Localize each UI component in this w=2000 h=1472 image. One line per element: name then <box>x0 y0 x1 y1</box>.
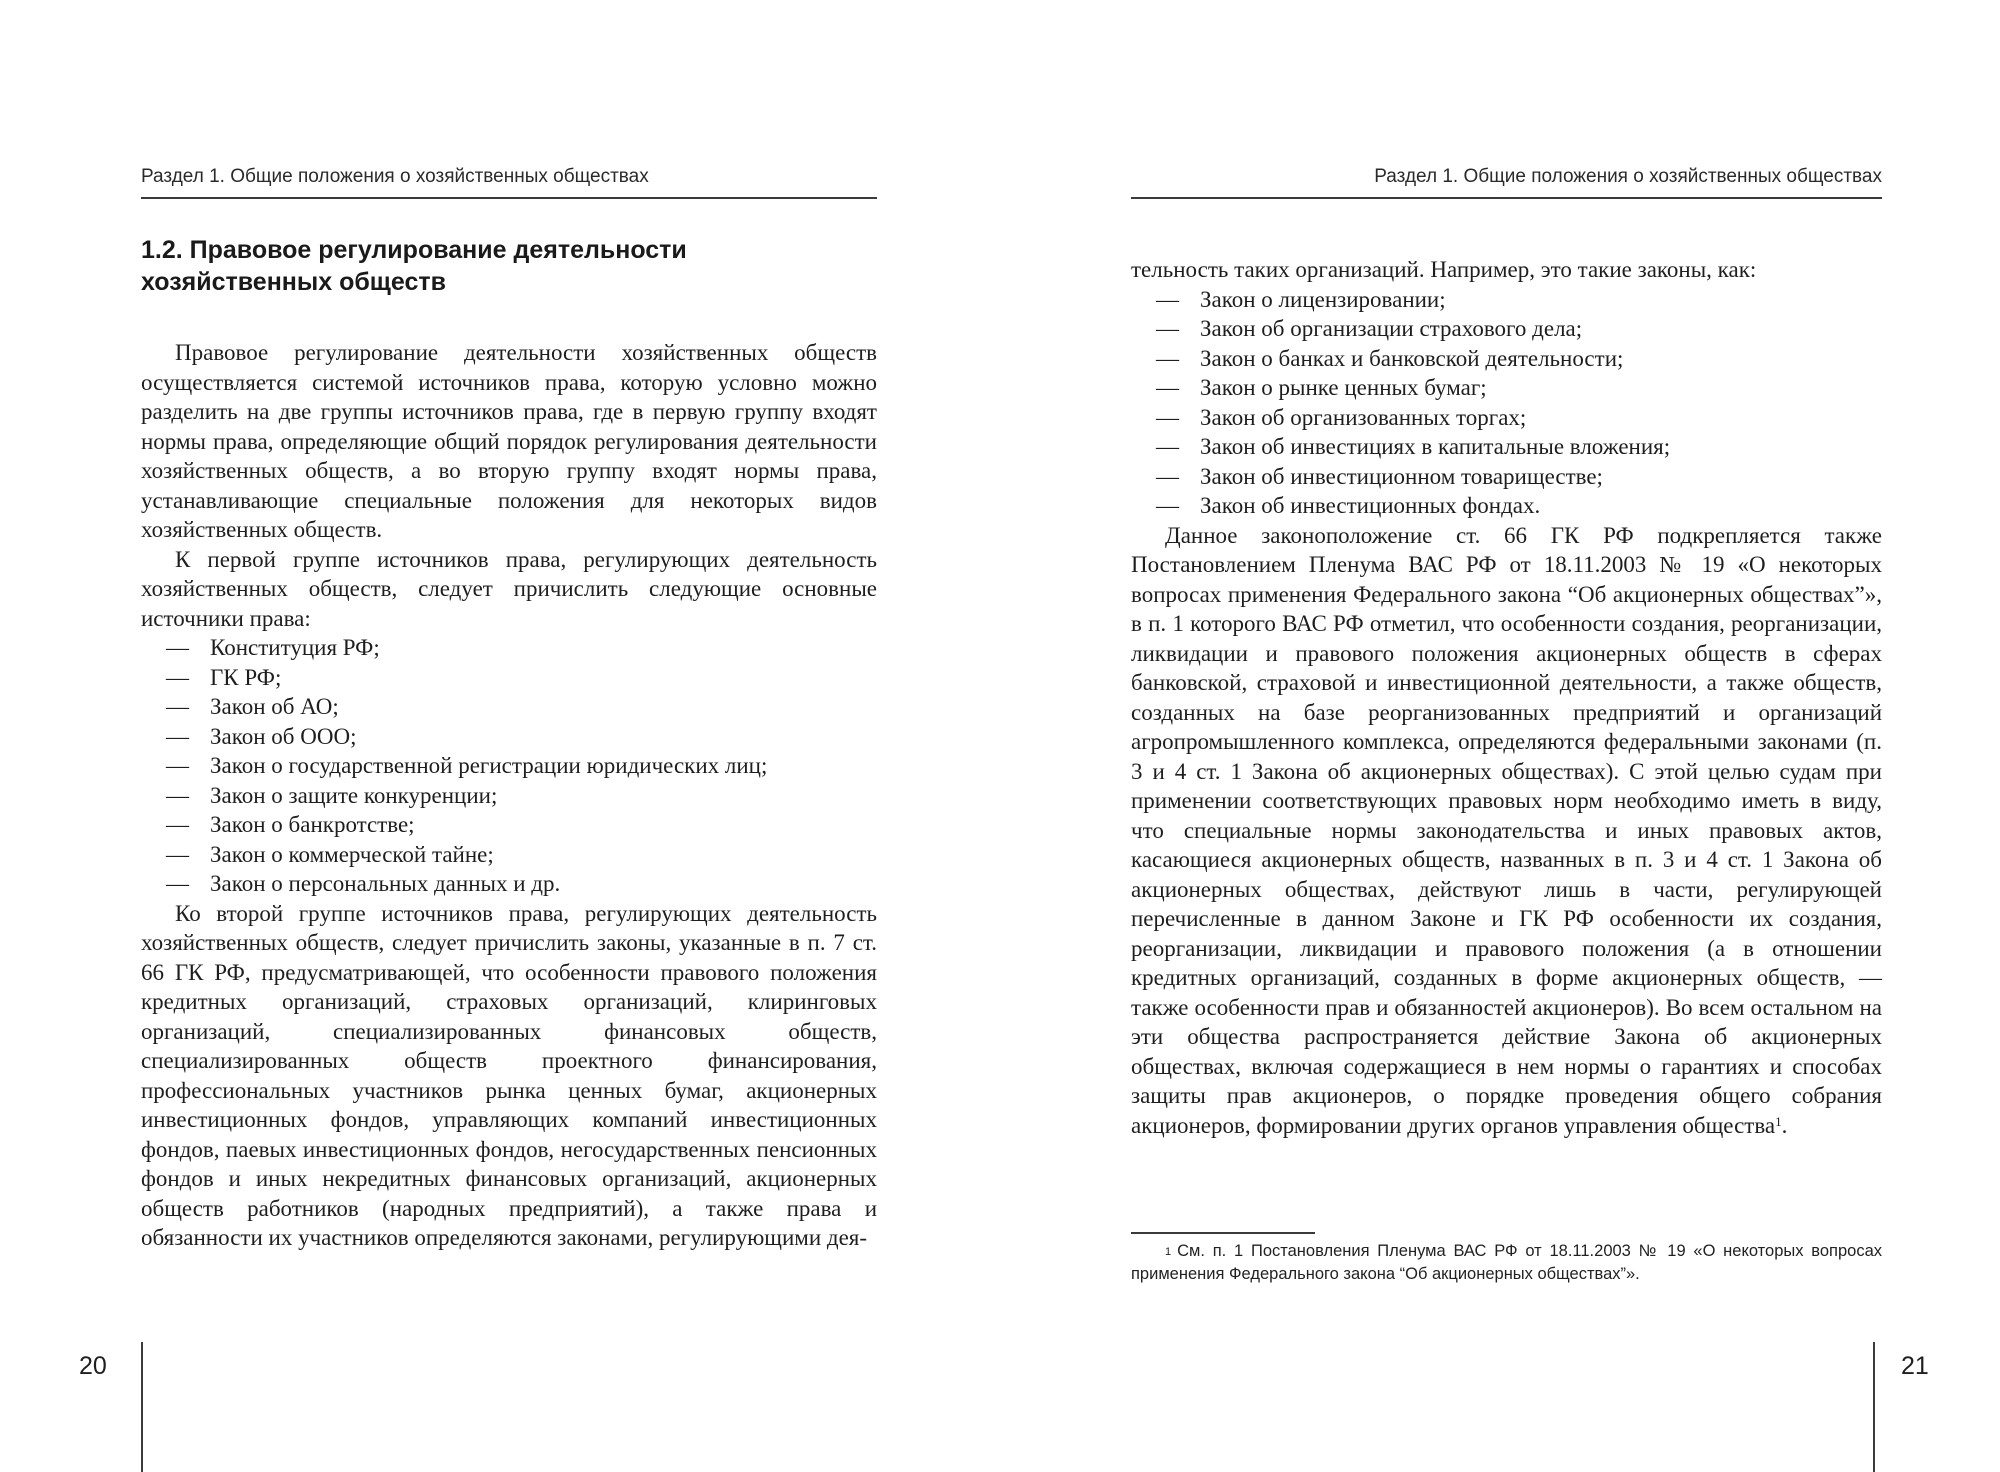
footnote-rule <box>1131 1232 1315 1234</box>
list-item: — Закон о рынке ценных бумаг; <box>1131 373 1882 403</box>
list-item: — Закон о защите конкуренции; <box>141 781 877 811</box>
paragraph: К первой группе источников права, регулирующих деятельность хозяйственных обществ, следует причислить следующие основные источники права: <box>141 546 877 631</box>
left-page <box>0 0 1000 1469</box>
section-title <box>141 234 877 298</box>
list-item: — Закон об инвестиционных фондах. <box>1131 491 1882 521</box>
paragraph-continuation: тельность таких организаций. Например, это такие законы, как: <box>1131 257 1757 282</box>
list-item: — Закон о государственной регистрации юридических лиц; <box>141 751 877 781</box>
running-head: Раздел 1. Общие положения о хозяйственных обществах <box>141 166 649 187</box>
footnote-text: См. п. 1 Постановления Пленума ВАС РФ от 18.11.2003 № 19 «О некоторых вопросах применения Федерального закона “Об акционерных обществах”». <box>1131 1242 1882 1283</box>
page-margin-rule <box>141 1342 143 1472</box>
right-page <box>1000 0 2000 1469</box>
paragraph: Данное законоположение ст. 66 ГК РФ подкрепляется также Постановлением Пленума ВАС РФ от 18.11.2003 № 19 «О некоторых вопросах применения Федерального закона “Об акционерных обществах”», в п. 1 которого ВАС РФ отметил, что особенности создания, реорганизации, ликвидации и правового положения акционерных обществ в сферах банковской, страховой и инвестиционной деятельности, а также обществ, созданных на базе реорганизованных предприятий и организаций агропромышленного комплекса, определяются федеральными законами (п. 3 и 4 ст. 1 Закона об акционерных обществах). С этой целью судам при применении соответствующих правовых норм необходимо иметь в виду, что специальные нормы законодательства и иных правовых актов, касающиеся акционерных обществ, названных в п. 3 и 4 ст. 1 Закона об акционерных обществах, действуют лишь в части, регулирующей перечисленные в данном Законе и ГК РФ особенности их создания, реорганизации, ликвидации и правового положения (а в отношении кредитных организаций, созданных в форме акционерных обществ, — также особенности прав и обязанностей акционеров). Во всем остальном на эти общества распространяется действие Закона об акционерных обществах, включая содержащиеся в нем нормы о гарантиях и способах защиты прав акционеров, о порядке проведения общего собрания акционеров, формировании других органов управления общества$^1$. <box>1131 522 1882 1138</box>
footnote-mark: 1 <box>1165 1246 1172 1258</box>
footnote <box>1131 1240 1882 1286</box>
list-item: — Конституция РФ; <box>141 633 877 663</box>
list-item: — Закон об инвестиционном товариществе; <box>1131 462 1882 492</box>
section-title-line: 1.2. Правовое регулирование деятельности <box>141 236 687 264</box>
section-title-line: хозяйственных обществ <box>141 268 446 296</box>
law-list <box>1131 285 1882 521</box>
law-list <box>141 633 877 899</box>
list-item: — Закон о банкротстве; <box>141 810 877 840</box>
list-item: — ГК РФ; <box>141 663 877 693</box>
page-margin-rule <box>1873 1342 1875 1472</box>
list-item: — Закон о коммерческой тайне; <box>141 840 877 870</box>
body-text <box>141 338 877 1253</box>
running-head: Раздел 1. Общие положения о хозяйственных обществах <box>1374 166 1882 187</box>
running-head-rule <box>1131 197 1882 199</box>
list-item: — Закон об ООО; <box>141 722 877 752</box>
list-item: — Закон об организации страхового дела; <box>1131 314 1882 344</box>
paragraph: Ко второй группе источников права, регулирующих деятельность хозяйственных обществ, следует причислить законы, указанные в п. 7 ст. 66 ГК РФ, предусматривающей, что особенности правового положения кредитных организаций, страховых организаций, клиринговых организаций, специализированных финансовых обществ, специализированных обществ проектного финансирования, профессиональных участников рынка ценных бумаг, акционерных инвестиционных фондов, управляющих компаний инвестиционных фондов, паевых инвестиционных фондов, негосударственных пенсионных фондов и иных некредитных финансовых организаций, акционерных обществ работников (народных предприятий), а также права и обязанности их участников определяются законами, регулирующими дея- <box>141 900 877 1250</box>
list-item: — Закон об АО; <box>141 692 877 722</box>
page-number: 21 <box>1901 1352 1929 1380</box>
paragraph: Правовое регулирование деятельности хозяйственных обществ осуществляется системой источников права, которую условно можно разделить на две группы источников права, где в первую группу входят нормы права, определяющие общий порядок регулирования деятельности хозяйственных обществ, а во вторую группу входят нормы права, устанавливающие специальные положения для некоторых видов хозяйственных обществ. <box>141 340 877 542</box>
footnote-reference[interactable]: 1 <box>1775 1113 1782 1129</box>
paragraph-text: Данное законоположение ст. 66 ГК РФ подкрепляется также Постановлением Пленума ВАС РФ от 18.11.2003 № 19 «О некоторых вопросах применения Федерального закона “Об акционерных обществах”», в п. 1 которого ВАС РФ отметил, что особенности создания, реорганизации, ликвидации и правового положения акционерных обществ в сферах банковской, страховой и инвестиционной деятельности, а также обществ, созданных на базе реорганизованных предприятий и организаций агропромышленного комплекса, определяются федеральными законами (п. 3 и 4 ст. 1 Закона об акционерных обществах). С этой целью судам при применении соответствующих правовых норм необходимо иметь в виду, что специальные нормы законодательства и иных правовых актов, касающиеся акционерных обществ, названных в п. 3 и 4 ст. 1 Закона об акционерных обществах, действуют лишь в части, регулирующей перечисленные в данном Законе и ГК РФ особенности их создания, реорганизации, ликвидации и правового положения (а в отношении кредитных организаций, созданных в форме акционерных обществ, — также особенности прав и обязанностей акционеров). Во всем остальном на эти общества распространяется действие Закона об акционерных обществах, включая содержащиеся в нем нормы о гарантиях и способах защиты прав акционеров, о порядке проведения общего собрания акционеров, формировании других органов управления общества <box>1131 522 1882 1138</box>
list-item: — Закон о банках и банковской деятельности; <box>1131 344 1882 374</box>
list-item: — Закон о персональных данных и др. <box>141 869 877 899</box>
running-head-rule <box>141 197 877 199</box>
body-text <box>1131 255 1882 1140</box>
list-item: — Закон об инвестициях в капитальные вложения; <box>1131 432 1882 462</box>
list-item: — Закон об организованных торгах; <box>1131 403 1882 433</box>
page-number: 20 <box>79 1352 107 1380</box>
list-item: — Закон о лицензировании; <box>1131 285 1882 315</box>
